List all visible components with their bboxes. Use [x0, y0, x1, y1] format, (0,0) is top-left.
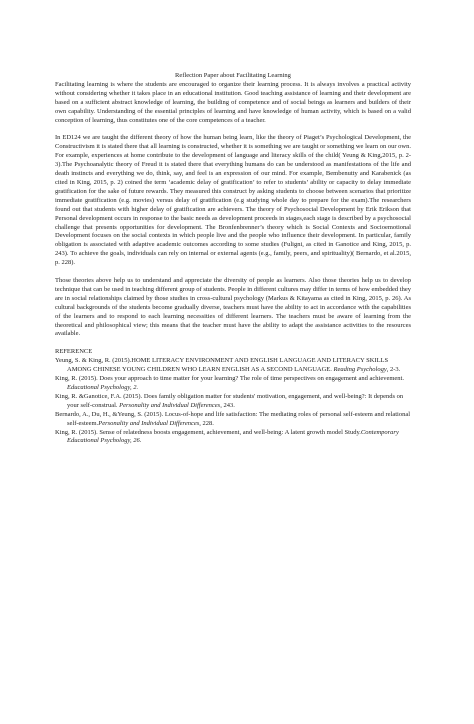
reference-suffix: , 2-3. [386, 366, 401, 374]
reference-source: Educational Psychology, 2. [67, 384, 139, 391]
references-heading: REFERENCE [55, 348, 93, 356]
paragraph-theories: In ED124 we are taught the different theory of how the human being learn, like the theory of Piaget’s Psychological Development, the Constructivism it is stated there that all learning is constructed, whether it is something we are taught or something we learn on our own. For example, experiences at home contribute to the development of language and literacy skills of the child( Yeung & King,2015, p. 2-3).The Psychoanalytic theory of Freud it is stated there that everything humans do can be understood as manifestations of the life and death instincts and everything we do, think, say, and feel is an expression of our mind. For example, Bembenutty and Karabenick (as cited in King, 2015, p. 2) coined the term ‘academic delay of gratification’ to refer to students’ ability or capacity to delay immediate gratification for the sake of future rewards. They measured this construct by asking students to choose between scenarios that prioritize immediate gratification (e.g. movies) versus delay of gratification (e.g studying whole day to prepare for the exam).The researchers found out that students with higher delay of gratification are achievers. The theory of Psychosocial Development by Erik Erikson that Personal development occurs in response to the basic needs as development proceeds in stages,each stage is described by a psychosocial challenge that presents opportunities for development. The Bronfenbrenner’s theory which is Social Contexts and Socioemotional Development focuses on the social contexts in which people live and the people who influence their development. In particular, family obligation is associated with adaptive academic outcomes according to some studies (Fuligni, as cited in Ganotice and King, 2015, p. 243). To achieve the goals, individuals can rely on internal or external agents (e.g., family, peers, and spirituality)( Bernardo, et al.2015, p. 228). [55, 134, 411, 267]
paragraph-intro: Facilitating learning is where the students are encouraged to organize their learning process. It is always involves a practical activity without considering whether it takes place in an educational institution. Good teaching assistance of learning and their development are based on a sufficient abstract knowledge of learning, the building of competence and of social beings as learners and builders of their own capability. Understanding of the essential principles of learning and have knowledge of human activity, which is based on a valid conception of learning, thus constitutes one of the core competences of a teacher. [55, 80, 411, 124]
reference-text: Yeung, S. & King, R. (2015).HOME LITERACY ENVIRONMENT AND ENGLISH LANGUAGE AND LITERACY SKILLS AMONG CHINESE YOUNG CHILDREN WHO LEARN ENGLISH AS A SECOND LANGUAGE. [55, 357, 389, 374]
paragraph-gap [55, 125, 411, 134]
reference-item [55, 429, 411, 447]
paragraph-gap [55, 339, 411, 348]
reference-item [55, 357, 411, 375]
page-title: Reflection Paper about Facilitating Learning [175, 72, 291, 79]
reference-source: Personality and Individual Differences [98, 419, 200, 427]
reference-text: Bernardo, A., Du, H., &Yeung, S. (2015). Locus-of-hope and life satisfaction: The mediating roles of personal self-esteem and relational self-esteem. [55, 410, 411, 427]
reference-suffix: , 228. [199, 419, 214, 427]
reference-text: King, R. (2015). Does your approach to time matter for your learning? The role of time perspectives on engagement and achievement. [55, 375, 404, 383]
reference-item [55, 411, 411, 429]
reference-text: King, R. (2015). Sense of relatedness boosts engagement, achievement, and well-being: A latent growth model Study. [55, 428, 361, 436]
paragraph-gap [55, 268, 411, 277]
reference-text: King, R. &Ganotice, F.A. (2015). Does family obligation matter for students' motivation, engagement, and well-being?: It depends on your self-construal. [55, 392, 404, 409]
reference-item [55, 393, 411, 411]
reference-source: Reading Psychology [333, 366, 387, 374]
reference-item [55, 375, 411, 393]
reference-source: Personality and Individual Differences [119, 401, 221, 409]
reference-source: Contemporary Educational Psychology, 26. [67, 428, 399, 445]
reference-suffix: , 243. [220, 401, 235, 409]
paragraph-conclusion: Those theories above help us to understand and appreciate the diversity of people as learners. Also those theories help us to develop technique that can be used in teaching different group of students. People in different cultures may differ in terms of how embedded they are in social relationships claimed by those studies in cross-cultural psychology (Markus & Kitayama as cited in King, 2015, p. 26). As cultural backgrounds of the students become gradually diverse, teachers must have the ability to act in accordance with the capabilities of the learners and to respond to each learning necessities of different learners. The teachers must be aware of learning from the theoretical and philosophical view; this means that the teacher must have the ability to adapt the assistance activities to the resources available. [55, 277, 411, 338]
